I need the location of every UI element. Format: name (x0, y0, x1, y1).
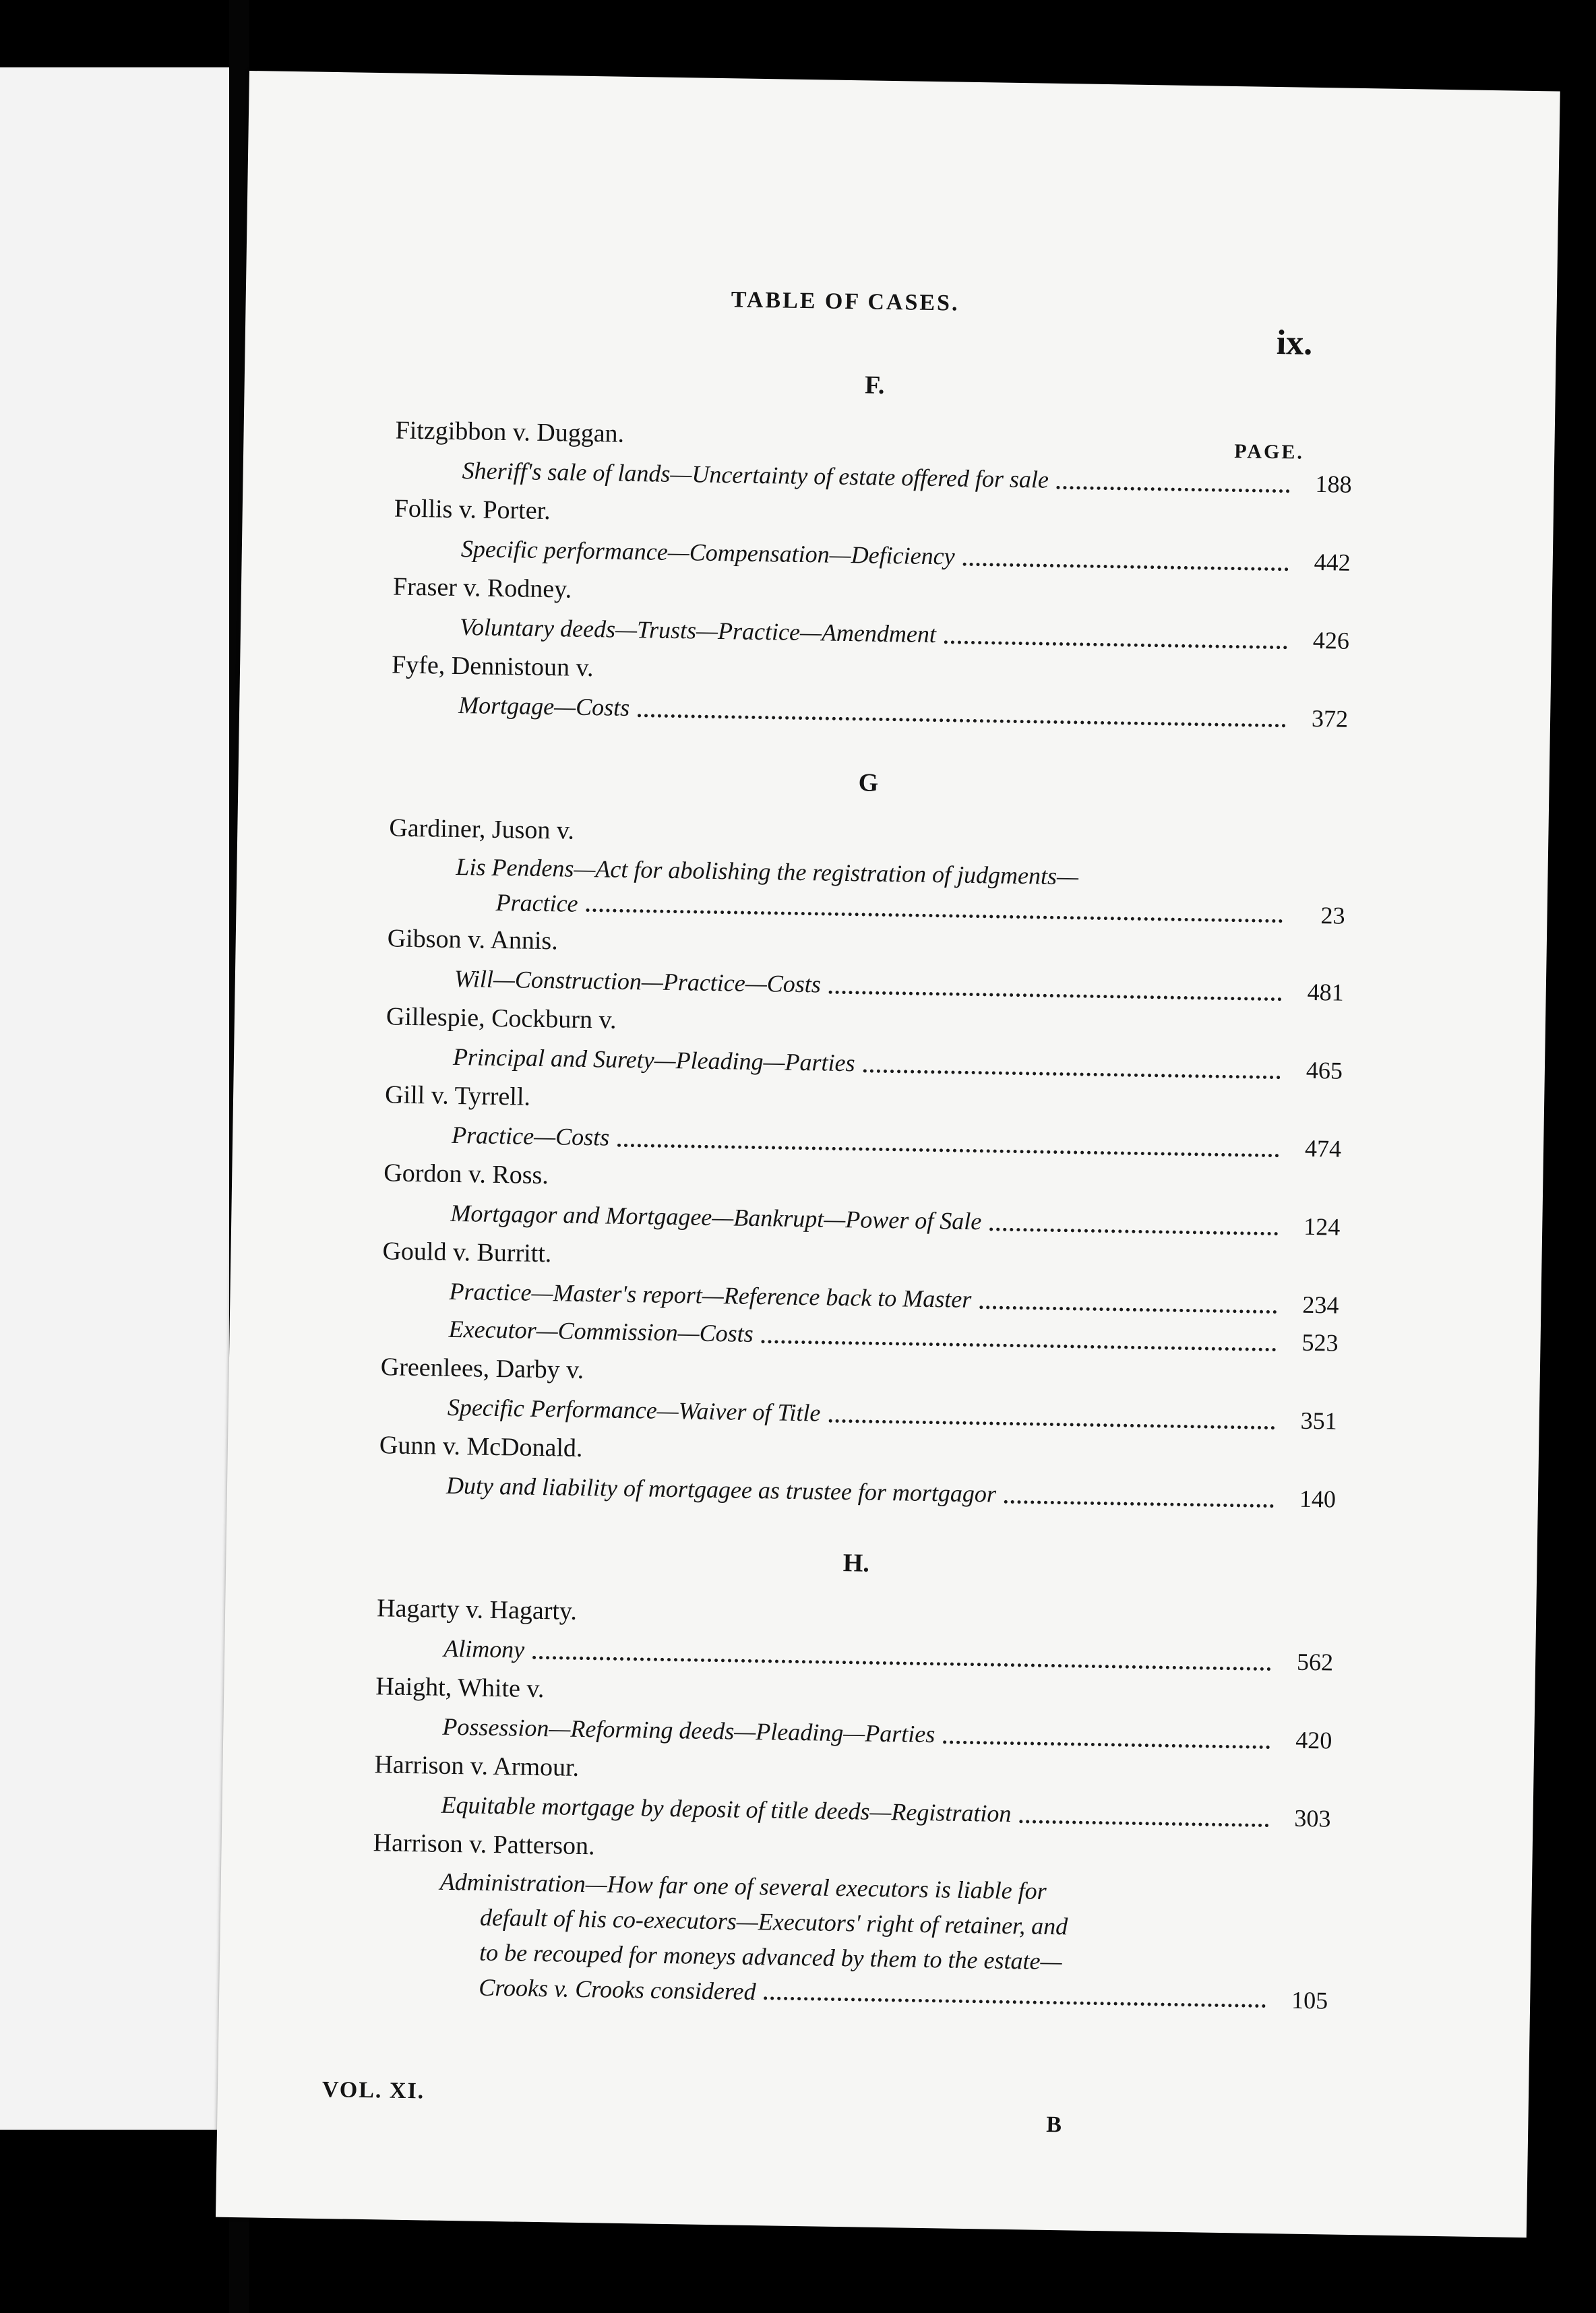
section-letter: H. (842, 1549, 870, 1578)
dot-leader (532, 1656, 1271, 1671)
case-page-number: 523 (1301, 1328, 1339, 1357)
running-head: TABLE OF CASES. (731, 287, 960, 316)
case-entry (379, 1347, 1338, 1440)
case-entry (381, 1231, 1340, 1361)
dot-leader (989, 1227, 1278, 1235)
case-name: Gould v. Burritt. (382, 1237, 552, 1268)
section-letter: G (858, 768, 879, 797)
dot-leader (1019, 1820, 1268, 1827)
case-entry (391, 644, 1349, 737)
case-page-number: 105 (1291, 1986, 1328, 2014)
case-name: Gill v. Tyrrell. (384, 1080, 531, 1111)
case-name: Gunn v. McDonald. (379, 1431, 583, 1463)
dot-leader (638, 714, 1286, 727)
case-name: Fyfe, Dennistoun v. (391, 650, 594, 683)
document-page (216, 71, 1560, 2238)
case-name: Greenlees, Darby v. (380, 1353, 584, 1385)
signature-mark: B (1045, 2111, 1062, 2138)
case-entry (371, 1822, 1330, 2018)
case-subject: Crooks v. Crooks considered (479, 1973, 756, 2006)
case-subject-line: Administration—How far one of several executors is liable for (439, 1868, 1047, 1905)
case-subject-line: to be recouped for moneys advanced by them to the estate— (479, 1938, 1062, 1975)
case-subject: Sheriff's sale of lands—Uncertainty of estate offered for sale (462, 457, 1049, 493)
dot-leader (764, 1996, 1266, 2008)
case-subject: Practice—Master's report—Reference back to Master (449, 1277, 972, 1314)
case-subject: Practice (495, 888, 578, 917)
case-subject: Voluntary deeds—Trusts—Practice—Amendment (459, 613, 937, 648)
case-name: Gillespie, Cockburn v. (386, 1002, 617, 1035)
case-page-number: 420 (1295, 1726, 1332, 1754)
case-subject: Equitable mortgage by deposit of title deeds—Registration (441, 1791, 1012, 1828)
case-entry (384, 1074, 1343, 1167)
dot-leader (829, 991, 1282, 1001)
dot-leader (1057, 486, 1290, 493)
case-entry (375, 1666, 1333, 1759)
volume-label: VOL. XI. (321, 2077, 425, 2104)
case-name: Gardiner, Juson v. (389, 813, 575, 845)
case-name: Fraser v. Rodney. (392, 572, 572, 604)
table-of-cases (371, 363, 1353, 2018)
dot-leader (617, 1144, 1279, 1157)
page-number: ix. (1276, 323, 1313, 363)
dot-leader (1004, 1500, 1274, 1508)
case-subject: Alimony (443, 1634, 525, 1663)
case-entry (379, 1425, 1337, 1518)
case-name: Harrison v. Armour. (374, 1750, 580, 1782)
case-entry (376, 1588, 1334, 1681)
case-entry (394, 410, 1353, 503)
case-entry (386, 996, 1344, 1089)
case-page-number: 234 (1302, 1291, 1339, 1319)
case-page-number: 188 (1315, 470, 1352, 498)
case-page-number: 372 (1311, 704, 1349, 733)
case-name: Haight, White v. (375, 1672, 545, 1704)
case-page-number: 481 (1307, 978, 1345, 1006)
dot-leader (761, 1340, 1276, 1351)
case-page-number: 124 (1303, 1212, 1341, 1241)
case-entry (386, 918, 1345, 1011)
facing-page-edge (0, 67, 229, 2130)
case-subject: Mortgage—Costs (458, 691, 630, 721)
case-subject: Specific Performance—Waiver of Title (447, 1393, 821, 1427)
case-name: Hagarty v. Hagarty. (376, 1594, 578, 1626)
case-entry (373, 1744, 1332, 1837)
case-entry (383, 1152, 1341, 1245)
case-subject: Duty and liability of mortgagee as trustee for mortgagor (446, 1471, 997, 1508)
dot-leader (828, 1419, 1275, 1429)
case-name: Gordon v. Ross. (383, 1159, 549, 1190)
page-column-label: PAGE. (1234, 440, 1305, 464)
case-entry (388, 807, 1346, 933)
case-subject-line: Lis Pendens—Act for abolishing the registration of judgments— (456, 853, 1079, 890)
case-subject-block (371, 1863, 1330, 2018)
case-subject: Mortgagor and Mortgagee—Bankrupt—Power of Sale (450, 1199, 982, 1235)
case-entry (393, 488, 1351, 581)
case-name: Follis v. Porter. (394, 494, 551, 526)
case-page-number: 562 (1296, 1648, 1334, 1676)
case-page-number: 351 (1300, 1407, 1338, 1435)
case-page-number: 23 (1320, 902, 1345, 929)
case-subject: Executor—Commission—Costs (448, 1315, 754, 1347)
case-name: Gibson v. Annis. (387, 924, 559, 956)
dot-leader (863, 1069, 1280, 1079)
case-entry (392, 566, 1351, 659)
dot-leader (979, 1305, 1277, 1314)
dot-leader (586, 908, 1283, 923)
case-subject: Possession—Reforming deeds—Pleading—Parties (442, 1713, 935, 1748)
case-name: Harrison v. Patterson. (373, 1828, 595, 1861)
case-subject: Practice—Costs (451, 1121, 610, 1151)
dot-leader (944, 640, 1287, 649)
dot-leader (962, 563, 1288, 572)
case-subject: Specific performance—Compensation—Deficiency (460, 535, 955, 570)
case-page-number: 303 (1294, 1804, 1331, 1832)
dot-leader (943, 1740, 1270, 1749)
case-subject: Principal and Surety—Pleading—Parties (452, 1043, 855, 1077)
section-letter: F. (864, 371, 885, 400)
case-page-number: 442 (1314, 548, 1351, 576)
case-subject-line: default of his co-executors—Executors' right of retainer, and (479, 1903, 1068, 1940)
case-page-number: 465 (1306, 1056, 1343, 1084)
case-page-number: 140 (1299, 1485, 1337, 1513)
case-page-number: 426 (1312, 626, 1350, 654)
case-page-number: 474 (1304, 1134, 1342, 1163)
case-name: Fitzgibbon v. Duggan. (395, 416, 625, 448)
case-subject: Will—Construction—Practice—Costs (454, 964, 822, 998)
